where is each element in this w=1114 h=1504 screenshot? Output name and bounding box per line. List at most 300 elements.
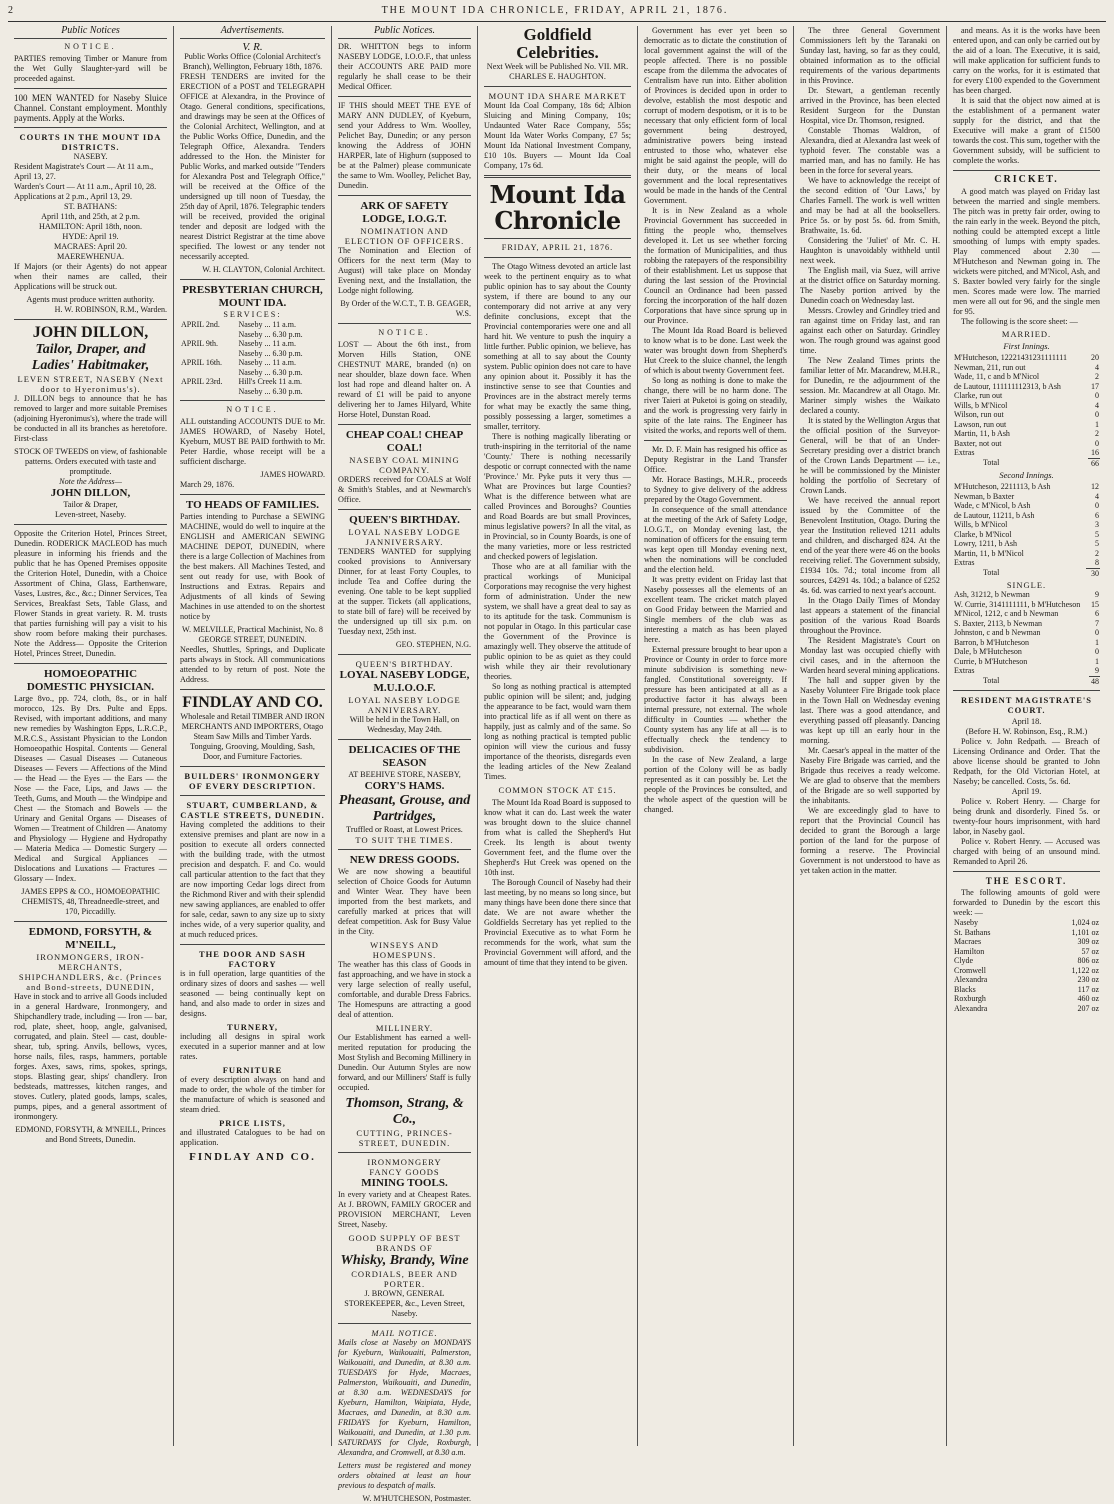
anniversary-signature: GEO. STEPHEN, N.G. [395,640,471,649]
price-body: and illustrated Catalogues to be had on application. [180,1128,325,1147]
ark-body: The Nomination and Election of Officers for the next term (May to August) will take place on Monday Evening next, and the Installation, the Lodge night following. [338,246,471,295]
notice-heading: NOTICE. [226,405,279,414]
table-row [180,387,325,397]
birthday-title: QUEEN'S BIRTHDAY. [349,514,460,526]
cell: Blacks [954,984,976,994]
pheasant-heading: Pheasant, Grouse, and Partridges, [338,793,471,824]
news-paragraph: In the case of New Zealand, a large portion of the Colony will be as badly represented as it can possibly be. Let the people of the Provinces be consulted, and the whole aspect of the question will be changed. [644,755,787,814]
cell: Naseby ... 6.30 p.m. [238,329,303,339]
cell: Alexandra [954,975,988,984]
second-innings: Second Innings. [999,470,1054,480]
loyal-anniversary: LOYAL NASEBY LODGE ANNIVERSARY. [348,695,461,715]
total-row [953,458,1100,468]
table-row [180,330,325,340]
cell: 2 [1095,372,1099,381]
mail-body: Mails close at Naseby on MONDAYS for Kyeburn, Waikouaiti, Palmerston, Waikouaiti, and Dunedin, at 8.30 a.m. TUESDAYS for Hyde, Macraes, Palmerston, Waikouaiti, and Dunedin, at 8.30 a.m. WEDNESDAYS for Kyeburn, Hamilton, Waipiata, Hyde, Macraes, and Dunedin, at 8.30 a.m. FRIDAYS for Kyeburn, Hamilton, Waikouaiti, and Dunedin, at 1.30 p.m. SATURDAYS for Clyde, Roxburgh, Alexandra, and Cromwell, at 8.30 a.m. [338,1338,471,1457]
cricket-body: A good match was played on Friday last between the married and single members. The pitch was in pretty fair order, owing to the rain early in the week. Beyond the pitch, nothing could be attempted except a little smoothing of lumps with empty spades. Play commenced about 2.30 — M'Hutcheson and Newman going in. The wickets were pitched, and M'Nicol, Ash, and S. Baxter bowled very fairly for the single men. Scores made were low. The married men were all out for 96, and the single men for 95. [953,187,1100,316]
church-table [180,320,325,396]
table-row [953,609,1100,619]
cell: Naseby [954,918,978,927]
cell: Alexandra [954,1003,988,1013]
score-intro: The following is the score sheet: — [961,317,1078,326]
table-row [180,349,325,359]
winseys-body: The weather has this class of Goods in fast approaching, and we have in stock a very large selection of really useful, comfortable, and durable Dress Fabrics. The Homespuns are attracting a good deal of attention. [338,960,471,1019]
works-office: Public Works Office (Colonial Architect's Branch), Wellington, February 18th, 1876. [182,52,323,71]
table-row [180,368,325,378]
dillon-street: Leven-street, Naseby. [54,510,127,519]
cell: 2 [1095,548,1099,558]
news-paragraph: We have to acknowledge the receipt of the second edition of 'Our Laws,' by Charles Farnell. The work is well written and may be had at all the booksellers. Price 5s. or by post 5s. 6d. from Smith, Brathwaite, 1s. 6d. [800,176,940,235]
news-paragraph: The New Zealand Times prints the familiar letter of Mr. Macandrew, M.H.R., for Dunedin, re the adjournment of the session. Mr. Macandrew at all Otago. Mr. Mariner simply wishes the Waikato declared a county. [800,356,940,415]
cell: 4 [1095,362,1099,372]
ark-signature: By Order of the W.C.T., T. B. GEAGER, W.S. [340,299,471,318]
single-heading: SINGLE. [1006,580,1047,590]
delicacies-title: DELICACIES OF THE SEASON [348,744,461,769]
tender-body: FRESH TENDERS are invited for the ERECTION of a POST and TELEGRAPH OFFICE at Alexandra, in the Province of Otago. General conditions, specifications, and drawings may be seen at the Offices of the Colonial Architect, Wellington, and at the Public Works Office, Dunedin, and the Telegraph Office, Alexandra. Tenders addressed to the Hon. the Minister for Public Works, and marked outside "Tenders for Alexandra Post and Telegraph Office," will be received at the Office of the undersigned up till noon of Tuesday, the 25th day of April, 1876. Telegraphic tenders will be received, provided the original tender and deposit are lodged with the nearest District Registrar at the time above specified. The lowest or any tender not necessarily accepted. [180,72,325,261]
table-row [953,482,1100,492]
rm-date: April 18. [1011,717,1042,726]
rm-case: Police v. John Redpath. — Breach of Licensing Ordinance and Order. That the above license should be granted to John Redpath, for the Old Victorian Hotel, at Naseby; be cancelled. Costs, 5s. 6d. [953,737,1100,786]
dillon-name: JOHN DILLON, [32,324,149,341]
coal-title: CHEAP COAL! CHEAP COAL! [345,429,464,454]
cell: 57 oz [1081,946,1099,956]
table-row [953,628,1100,638]
brown-signature: J. BROWN, GENERAL STOREKEEPER, &c., Leven Street, Naseby. [344,1289,465,1318]
findlay-sub: Wholesale and Retail TIMBER AND IRON MERCHANTS AND IMPORTERS, Otago Steam Saw Mills and Timber Yards. [180,712,325,741]
cell: 1 [1095,419,1099,429]
sewing-signature: W. MELVILLE, Practical Machinist, No. 8 GEORGE STREET, DUNEDIN. [181,625,324,644]
dress-title: NEW DRESS GOODS. [349,854,460,866]
news-paragraph: and means. As it is the works have been entered upon, and can only be carried out by the aid of a loan. The Executive, it is said, will make application for sufficient funds to carry on the works, for it is estimated that for every £100 expended to the Government has been charged. [953,26,1100,95]
cell: 1,024 oz [1071,918,1099,927]
winseys-title: WINSEYS AND HOMESPUNS. [370,940,439,960]
total-row [953,568,1100,578]
dateline: FRIDAY, APRIL 21, 1876. [501,243,614,252]
news-paragraph: The Mount Ida Road Board is believed to know what is to be done. Last week the water was brought down from Shepherd's Hut Creek to the sluice channel, the length of which is about twenty Government feet. [644,326,787,375]
coal-sub: NASEBY COAL MINING COMPANY. [349,455,460,475]
market-body: Mount Ida Coal Company, 18s 6d; Albion Sluicing and Mining Company, 10s; Undaunted Water Race Company, 55s; Mount Ida Water Works Company, £7 5s; Mount Ida National Investment Company, £10 10s. Buyers — Mount Ida Coal Company, 17s 6d. [484,101,631,170]
courts-line: Resident Magistrate's Court — At 11 a.m., April 13, 27. [14,162,154,181]
cell: 1,122 oz [1071,965,1099,975]
cell: 12 [1091,482,1099,491]
leader-paragraph: The Otago Witness devoted an article last week to the pertinent enquiry as to what public opinion has to say about the County system, if there are bound to any our contemporary did not arrive at any very definite conclusions, except that the Provincial contemporaries were one and all hard hit. We venture to push the inquiry a little further. Public opinion, we believe, has something at all to say about the County system. Public opinion does not care to have any opinion about it. Possibly it has the instinctive sense to see that Counties and Provinces are in the abstract merely terms for what may be exactly the same thing, possibly possessing a larger, sometimes a smaller, territory. [484,262,631,431]
rm-date-2: April 19. [1011,787,1042,796]
courts-line: Applications at 2 p.m., April 13, 29. [14,192,133,201]
rm-case: Police v. Robert Henry. — Charge for being drunk and disorderly. Fined 5s. or twenty-four hours imprisonment, with hard labor, in Naseby gaol. [953,797,1100,836]
cell: 0 [1095,628,1099,637]
total-row [953,676,1100,686]
paper-title: Mount Ida Chronicle [489,180,626,235]
cell: 207 oz [1077,1003,1099,1013]
dillon-name-2: JOHN DILLON, [50,487,131,499]
tender-signature: W. H. CLAYTON, Colonial Architect. [202,265,325,274]
cell: 15 [1091,599,1099,609]
cell: 117 oz [1077,984,1099,994]
cell: Lowry, 1211, b Ash [954,539,1017,548]
table-row [953,600,1100,610]
column-7 [947,26,1106,1446]
column-5 [638,26,794,1446]
courts-line: April 11th, and 25th, at 2 p.m. [41,212,140,221]
table-row [953,511,1100,521]
cell: M'Nicol, 1212, c and b Newman [954,609,1059,618]
first-innings: First Innings. [1003,341,1050,351]
ad-men-wanted: 100 MEN WANTED for Naseby Sluice Channel. Constant employment. Monthly payments. Apply at the Works. [14,93,167,123]
cell: 5 [1095,529,1099,539]
ironmongery: IRONMONGERY [367,1157,442,1167]
leader-paragraph: There is nothing magically liberating or truth-inspiring in the territorial of the name 'County.' There is nothing necessarily despotic or corrupt connected with the name 'Province.' Mr. Pyke puts it very thus — What are Provinces but large Counties? What is the difference between what are called Provinces and Boroughs? Counties and Road Boards are but small Provinces, minus legislative powers? In all the vital, as in Provincial, so in County Boards, is one of the many varieties, more or less restricted and checked powers of legislation. [484,432,631,561]
table-row [953,947,1100,957]
cell: 5 [1095,539,1099,548]
goldfield-sub: Next Week will be Published No. VII. MR. CHARLES E. HAUGHTON. [486,62,629,81]
news-paragraph: The Resident Magistrate's Court on Monday last was occupied chiefly with civil cases, and in the afternoon the Warden heard several mining applications. [800,636,940,675]
cell: Naseby ... 6.30 p.m. [238,348,303,358]
column-1 [8,26,174,1446]
cell: Naseby ... 11 a.m. [238,320,296,329]
loyal-body: Will be held in the Town Hall, on Wednesday, May 24th. [349,715,460,734]
table-row [953,619,1100,629]
vr-crest: V. R. [242,41,263,53]
cell: Wills, b M'Nicol [954,400,1008,410]
cell: 16 [1091,448,1099,457]
column-3 [332,25,478,1503]
table-row [953,937,1100,947]
cell: 2 [1095,429,1099,438]
sewing-body: Parties intending to Purchase a SEWING MACHINE, would do well to inquire at the ENGLISH and AMERICAN SEWING MACHINE DEPOT, DUNEDIN, where there is a large Collection of Machines from the best makers. All Machines Tested, and sent out ready for use, with Book of Instructions and Extras. Repairs and Adjustments of all kinds of Sewing Machines in use attended to on the shortest notice by [180,512,325,621]
dillon-stock: STOCK OF TWEEDS on view, of fashionable patterns. Orders executed with taste and promptitude. [14,447,167,476]
cell: Wade, c M'Nicol, b Ash [954,501,1031,510]
news-paragraph: It is said that the object now aimed at is the establishment of a permanent water supply for the district, and that the Executive will make a grant of £1500 towards the cost. This sum, together with the Government subsidy, will be sufficient to complete the works. [953,96,1100,165]
table-row [953,1004,1100,1014]
cell: Hill's Creek 11 a.m. [238,377,303,386]
leader-paragraph: The Mount Ida Road Board is supposed to know what it can do. Last week the water was brought down to the sluice channel from what is called the Shepherd's Hut Creek. Its length is about twenty Government feet, and the flume over the Shepherd's Hut Creek was opened on the 10th inst. [484,798,631,877]
courts-line: NASEBY. [73,152,108,161]
cell: Baxter, not out [954,438,1002,448]
married-heading: MARRIED. [1001,329,1052,339]
cell: 7 [1095,618,1099,628]
sewing-foot: Needles, Shuttles, Springs, and Duplicate parts always in Stock. All communications attended to by return of post. Note the Address. [180,645,325,684]
ad-timber: PARTIES removing Timber or Manure from the Wet Gully Slaughter-yard will be proceeded against. [14,54,167,83]
table-row [953,975,1100,985]
cell: 4 [1095,491,1099,501]
turnery-title: TURNERY, [226,1022,279,1032]
news-paragraph: The three General Government Commissioners left by the Taranaki on Sunday last, having, so far as they could, obtained information as to the official requirements of the various departments in this Province. [800,26,940,85]
cell: 6 [1095,510,1099,520]
news-paragraph: Considering the 'Juliet' of Mr. C. H. Haughton is unavoidably withheld until next week. [800,236,940,265]
cell: Naseby ... 11 a.m. [238,339,296,348]
news-paragraph: So long as nothing is done to make the change, there will be no harm done. The river Taieri at Puketoi is going on steadily, and the work is progressing very fairly in spite of the late rains. The Engineer has visited the works, and reports well of them. [644,376,787,435]
news-paragraph: We have received the annual report issued by the Committee of the Benevolent Institution, Otago. During the year the Institution relieved 1211 adults and children, and discharged 824. At the end of the year there were 46 on the books receiving relief. The Government subsidy, £1934 10s. 7d.; total income from all sources, £4291 4s. 10d.; a balance of £252 4s. 6d. was carried to next year's account. [800,496,940,595]
forsyth-title: EDMOND, FORSYTH, & M'NEILL, [28,926,153,951]
findlay-footer: FINDLAY AND CO. [189,1151,316,1163]
table-row [953,439,1100,449]
table-row [953,520,1100,530]
furniture-body: of every description always on hand and made to order, the whole of the timber for the manufacture of which is seasoned and steam dried. [180,1075,325,1114]
cell: Dale, b M'Hutcheson [954,647,1022,656]
furniture-title: FURNITURE [222,1065,283,1075]
findlay-title: FINDLAY AND CO. [182,694,323,711]
ark-title: ARK OF SAFETY LODGE, I.O.G.T. [360,200,449,225]
single-score-table [953,590,1100,686]
lost-notice: LOST — About the 6th inst., from Morven Hills Station, ONE CHESTNUT MARE, branded (n) on near shoulder, blaze down face. When lost had rope and dleand halter on. A reward of £1 will be paid to anyone delivering her to James Hilyard, White Horse Hotel, Dunstan Road. [338,340,471,419]
cell: 1,101 oz [1071,927,1099,937]
table-row [953,410,1100,420]
news-paragraph: External pressure brought to bear upon a Province or County in order to force more minute subdivision is something new-fangled. Constitutional sovereignty. If pressure has been anticipated at all as a productive factor it has always been internal pressure, not external. The whole difficulty in Counties — whether the County system has any life at all — is to effectually check the tendency to subdivision. [644,645,787,754]
cory-hams: CORY'S HAMS. [364,780,445,792]
macleod-ad: Opposite the Criterion Hotel, Princes Street, Dunedin. RODERICK MACLEOD has much pleasure in informing his friends and the public that he has Opened Premises opposite the Criterion Hotel, Dunedin, with a Choice Assortment of China, Glass, Earthenware, Vases, Lustres, &c., &c.; Dinner Services, Tea Services, Breakfast Sets, Table Glass, and Flower Stands in great variety. R. M. trusts that parties furnishing will pay a visit to his show room before making their purchases. Note the Address— Opposite the Criterion Hotel, Princes Street, Dunedin. [14,529,167,658]
column-4 [478,26,638,1446]
leader-paragraph: Those who are at all familiar with the practical workings of Municipal Corporations may recognise the very highest form of administration. Under the new system, we shall have a great deal to say as to its aptitude for the task. Communism is not popular in Otago. In this particular case the Government of the Province is amazingly well. They observe the attitude of public opinion to be as quiet as they could wish while they air their revolutionary theories. [484,562,631,681]
dillon-address: LEVEN STREET, NASEBY (Next door to Hyeronimus's). [17,374,164,394]
cell: 806 oz [1077,956,1099,965]
cell: 6 [1095,609,1099,618]
cell: Wilson, run out [954,410,1004,419]
courts-line: HAMILTON: April 18th, noon. [38,222,143,231]
forsyth-foot: EDMOND, FORSYTH, & M'NEILL, Princes and Bond Streets, Dunedin. [15,1125,166,1144]
table-row [180,339,325,349]
section-heading: Public Notices. [338,26,471,39]
news-paragraph: The English mail, via Suez, will arrive at the district office on Saturday morning. The Naseby portion arrived by the Dunedin coach on Wednesday last. [800,266,940,305]
cell: APRIL 16th. [181,358,223,367]
dillon-trade-2: Tailor & Draper, [63,500,118,509]
columns [8,25,1106,1503]
table-row [953,956,1100,966]
news-paragraph: In the Otago Daily Times of Monday last appears a statement of the financial position of the various Road Boards throughout the Province. [800,596,940,635]
table-row [953,994,1100,1004]
cell: 48 [1091,676,1099,686]
section-heading: Public Notices [14,26,167,39]
news-paragraph: The hall and supper given by the Naseby Volunteer Fire Brigade took place in the Town Hall on Wednesday evening last. There was a good attendance, and everything passed off pleasantly. Dancing was kept up till an early hour in the morning. [800,676,940,745]
table-row [180,377,325,387]
cell: St. Bathans [954,927,991,937]
courts-line: Agents must produce written authority. [26,295,155,304]
cell: 1 [1095,637,1099,647]
table-row [953,657,1100,667]
cell: 0 [1095,410,1099,419]
cell: Clarke, run out [954,391,1003,400]
news-paragraph: Mr. Horace Bastings, M.H.R., proceeds to Sydney to give delivery of the address prepared by the Otago Government. [644,475,787,504]
column-6 [794,26,947,1446]
page-number: 2 [8,5,14,16]
table-row [953,492,1100,502]
cell: APRIL 2nd. [181,320,220,329]
price-lists-title: PRICE LISTS, [219,1118,286,1128]
table-row [953,549,1100,559]
table-row [953,372,1100,382]
courts-line: If Majors (or their Agents) do not appear when their names are called, their Applications will be struck out. [14,262,167,291]
news-paragraph: Mr. D. F. Main has resigned his office as Deputy Registrar in the Land Transfer Office. [644,445,787,474]
mail-signature: W. M'HUTCHESON, Postmaster. [362,1494,471,1503]
rm-court-title: RESIDENT MAGISTRATE'S COURT. [961,695,1092,715]
escort-table [953,918,1100,1013]
leader-paragraph: So long as nothing practical is attempted public opinion will be silent; and, judging the appearance to be fact, would warn them into practical life as if all went on there as happily, just as calmly and of the same. So long as nothing practical is tempted public opinion will view the curious and fussy importance of the theorists, disregards even the leading articles of the New Zealand Times. [484,682,631,781]
homeo-body: Large 8vo., pp. 724, cloth, 8s., or in half morocco, 12s. By Drs. Pulte and Epps. Revised, with important additions, and many new remedies by Washington Epps, L.R.C.P., M.R.C.S., Assistant Physician to the London Homoeopathic Hospital. Contents — General Diseases — Casual Diseases — Cutaneous Diseases — Fevers — Affections of the Mind — the Head — the Eyes — the Ears — the Nose — the Face, Lips, and Jaws — the Teeth, Gums, and Mouth — the Windpipe and Chest — the Stomach and Bowels — the Urinary and Genital Organs — Diseases of Women — Treatment of Children — Anatomy and Physiology — Hygiene and Hydropathy — Materia Medica — Domestic Surgery — Medical and Surgical Appliances — Dislocations and Luxations — Fractures — Glossary — Index. [14,694,167,883]
table-row [953,382,1100,392]
to-suit-times: TO SUIT THE TIMES. [355,835,454,845]
cell: de Lautour, 111111112313, b Ash [954,381,1061,391]
table-row [180,358,325,368]
cell: 460 oz [1077,994,1099,1003]
families-title: TO HEADS OF FAMILIES. [185,499,320,511]
masthead [8,0,1106,22]
cell: 9 [1095,590,1099,599]
column-2 [174,26,332,1446]
forsyth-sub: IRONMONGERS, IRON-MERCHANTS, SHIPCHANDLERS, &c. (Princes and Bond-streets, DUNEDIN, [18,952,163,992]
table-row [953,448,1100,458]
anniversary-title: LOYAL NASEBY LODGE JANNIVERSARY. [348,527,461,547]
notice-heading: NOTICE. [64,42,117,51]
cell: Naseby ... 6.30 p.m. [238,386,303,396]
cell: Macraes [954,937,982,946]
cell: Martin, 11, b M'Nicol [954,548,1024,558]
whitton-notice: DR. WHITTON begs to inform NASEBY LODGE, I.O.O.F., that unless their ACCOUNTS ARE PAID more regularly he shall cease to be their Medical Officer. [338,42,471,91]
mail-title: MAIL NOTICE. [371,1328,438,1338]
birthday-title-2: QUEEN'S BIRTHDAY. [355,659,454,669]
news-paragraph: In consequence of the small attendance at the meeting of the Ark of Safety Lodge, I.O.G.T., on Monday evening last, the nomination of officers for the ensuing term was kept open till Monday evening next, when the nominations will be concluded and the election held. [644,505,787,574]
courts-line: ST. BATHANS: [63,202,118,211]
loyal-title: LOYAL NASEBY LODGE, M.U.I.O.O.F. [339,669,470,694]
builders-heading: BUILDERS' IRONMONGERY OF EVERY DESCRIPTION. [184,771,321,791]
good-supply: GOOD SUPPLY OF BEST BRANDS OF [348,1233,461,1253]
table-row [953,401,1100,411]
dillon-trade: Tailor, Draper, and Ladies' Habitmaker, [31,342,150,373]
cell: Barron, b M'Hutcheson [954,637,1029,647]
cell: 17 [1091,381,1099,391]
table-row [953,918,1100,928]
cell: Cromwell [954,965,986,975]
cell: 309 oz [1077,937,1099,946]
cell: 1 [1095,656,1099,666]
market-title: MOUNT IDA SHARE MARKET [488,91,627,101]
accounts-date: March 29, 1876. [180,480,235,489]
table-row [180,320,325,330]
table-row [953,647,1100,657]
millinery-title: MILLINERY. [375,1023,434,1033]
cell: Lawson, run out [954,419,1007,429]
cell: Wade, 11, c and b M'Nicol [954,372,1040,381]
truffled: Truffled or Roast, at Lowest Prices. [346,825,463,834]
homeo-title: HOMOEOPATHIC DOMESTIC PHYSICIAN. [26,668,155,693]
cell: Total [983,458,1000,468]
courts-line: Warden's Court — At 11 a.m., April 10, 28. [14,182,157,191]
cell: Extras [954,666,975,676]
dress-body: We are now showing a beautiful selection of Choice Goods for Autumn and Winter Wear. They have been imported from the best markets, and carefully marked at prices that will defeat competition. Ask for Busy Value in the City. [338,867,471,936]
table-row [953,429,1100,439]
homeo-foot: JAMES EPPS & CO., HOMOEOPATHIC CHEMISTS, 48, Threadneedle-street, and 170, Piccadilly. [21,887,160,916]
cell: Hamilton [954,946,985,956]
table-row [953,530,1100,540]
cell: Total [983,676,1000,686]
news-paragraph: We are exceedingly glad to have to report that the Provincial Council has decided to grant the Borough a large portion of the land for the purpose of forming a reserve. The Provincial Government is not understood to have as yet taken action in the matter. [800,806,940,875]
news-paragraph: Government has ever yet been so democratic as to dictate the constitution of local government against the will of the people affected. There is no possible escape from the dilemma the advocates of Centralism have run into. Either abolition of Provinces is decided upon in order to devolve, establish the most despotic and corrupt of modern despotism, or it is to be necessary that only efficient form of local government being destroyed, administrative powers being instead entrusted to those who, whatever else might be said against the people, will do their duty, or the means of local government and the local representatives would be made in the hands of the Central Government. [644,26,787,205]
findlay-line: Tonguing, Grooving, Moulding, Sash, Door, and Furniture Factories. [190,742,315,761]
cricket-title: CRICKET. [994,174,1059,185]
news-paragraph: Constable Thomas Waldron, of Alexandra, died at Alexandra last week of typhoid fever. The constable was a married man, and has no family. He has been in the force for several years. [800,126,940,175]
courts-line: MACRAES: April 20. [53,242,127,251]
running-head: THE MOUNT IDA CHRONICLE, FRIDAY, APRIL 21, 1876. [381,5,729,16]
courts-line: HYDE: April 19. [62,232,119,241]
notice-heading: NOTICE. [378,328,431,337]
cell: 30 [1086,568,1100,578]
section-heading: Advertisements. [180,26,325,39]
cell: Extras [954,448,975,458]
cell: Clarke, b M'Nicol [954,529,1012,539]
cell: 0 [1095,438,1099,448]
cell: Extras [954,558,975,568]
whisky-heading: Whisky, Brandy, Wine [340,1253,469,1268]
news-paragraph: Messrs. Crowley and Grindley tried and ran against time on Friday last, and ran against each other on Saturday. Grindley won. The rough ground was against good time. [800,306,940,355]
goldfield-title: Goldfield Celebrities. [516,25,599,62]
dillon-body: J. DILLON begs to announce that he has removed to larger and more suitable Premises (adjoining Hyeronimus's), where the trade will be conducted in all its branches as heretofore. First-class [14,394,167,443]
cell: S. Baxter, 2113, b Newman [954,618,1043,628]
thomson-name: Thomson, Strang, & Co., [345,1096,464,1127]
findlay-body: Having completed the additions to their extensive premises and plant are now in a position to execute all orders connected with the building trade, with the utmost precision and despatch. F. and Co. would call particular attention to the fact that they are now importing Cedar logs direct from the Richmond River and with their splendid new sawing appliances, are enabled to offer for sale, cedar, sawn to any size up to sixty inches wide, of a very superior quality, and at much reduced prices. [180,820,325,939]
cell: 9 [1095,666,1099,675]
cell: APRIL 9th. [181,339,219,348]
table-row [953,966,1100,976]
fancy-goods: FANCY GOODS [369,1167,440,1177]
courts-line: MAEREWHENUA. [56,252,125,261]
accounts-body: ALL outstanding ACCOUNTS DUE to Mr. JAMES HOWARD, of Naseby Hotel, Kyeburn, MUST BE PAID forthwith to Mr. Peter Hardie, whose receipt will be a sufficient discharge. [180,417,325,466]
coal-body: ORDERS received for COALS at Wolf & Smith's Stables, and at Newmarch's Office. [338,475,471,504]
mail-foot: Letters must be registered and money orders obtained at least an hour previous to despatch of mails. [338,1461,471,1490]
rm-case: Police v. Robert Henry. — Accused was charged with being of an unsound mind. Remanded to April 26. [953,837,1100,866]
news-paragraph: Mr. Caesar's appeal in the matter of the Naseby Fire Brigade was carried, and the Brigade thus receives a ready welcome. We are glad to observe that the members of the Brigade are so well supported by the inhabitants. [800,746,940,805]
mining-tools: MINING TOOLS. [361,1177,448,1189]
turnery-body: including all designs in spiral work executed in a superior manner and at low rates. [180,1032,325,1061]
cell: Johnston, c and b Newman [954,628,1041,637]
married-score-table [953,353,1100,468]
cell: 4 [1095,400,1099,410]
cell: Ash, 31212, b Newman [954,590,1030,599]
table-row [953,539,1100,549]
stuart-heading: STUART, CUMBERLAND, & CASTLE STREETS, DUNEDIN. [180,800,325,820]
cordials: CORDIALS, BEER AND PORTER. [351,1269,458,1289]
cell: Clyde [954,956,974,965]
escort-title: THE ESCORT. [985,876,1068,886]
news-paragraph: It was pretty evident on Friday last that Naseby possesses all the elements of an excellent team. The cricket match played on Good Friday between the Married and Single members of the club was as interesting a match as has been played here. [644,575,787,644]
cell: Martin, 11, b Ash [954,429,1010,438]
cell: Naseby ... 6.30 p.m. [238,367,303,377]
table-row [953,590,1100,600]
married-score-table-2 [953,482,1100,578]
church-services: SERVICES: [223,310,282,319]
forsyth-body: Have in stock and to arrive all Goods included in a general Hardware, Ironmongery, and Shipchandlery trade, including — Iron — bar, rod, plate, sheet, hoop, angle, galvanised, corrugated, and plain. Steel — cast, double-shear, tub, spring. Anvils, bellows, vyces, horse nails, files, rasps, hammers, portable forges. Axes, saws, rims, spokes, springs, stops. Blasting gear, ships' chandlery. Iron bedsteads, mattresses, kitchen ranges, and stoves. Cutlery, plated goods, lamps, scales, pumps, pipes, and a general assortment of ironmongery. [14,992,167,1121]
table-row [953,353,1100,363]
cell: Newman, b Baxter [954,491,1015,501]
door-title: THE DOOR AND SASH FACTORY [199,949,306,969]
cell: M'Hutcheson, 12221431231111111 [954,353,1067,362]
table-row [953,928,1100,938]
dillon-note: Note the Address— [59,477,122,486]
table-row [953,363,1100,373]
cell: Naseby ... 11 a.m. [238,358,296,367]
stock-heading: COMMON STOCK AT £15. [498,785,617,795]
cell: M'Hutcheson, 2211113, b Ash [954,482,1051,491]
courts-signature: H. W. ROBINSON, R.M., Warden. [54,305,167,314]
brown-body: In every variety and at Cheapest Rates. At J. BROWN, FAMILY GROCER and PROVISION MERCHANT, Leven Street, Naseby. [338,1190,471,1229]
anniversary-body: TENDERS WANTED for supplying cooked provisions to Anniversary Dinner, for at least Forty Couples, to include Tea and Coffee during the evening. One table to be kept supplied at the supper. Tickets (all applications, to state bill of fare) will be received by the undersigned up till six p.m. on Tuesday next, 25th inst. [338,547,471,636]
cell: Wills, b M'Nicol [954,520,1008,529]
cell: 66 [1088,458,1100,468]
cell: 20 [1091,353,1099,362]
table-row [953,638,1100,648]
thomson-sub: CUTTING, PRINCES-STREET, DUNEDIN. [356,1128,453,1148]
ark-sub: NOMINATION AND ELECTION OF OFFICERS. [344,226,465,246]
millinery-body: Our Establishment has earned a well-merited reputation for producing the Most Stylish and Becoming Millinery in Dunedin. Our Autumn Styles are now forward, and our Milliners' Staff is fully occupied. [338,1033,471,1092]
eye-notice: IF THIS should MEET THE EYE of MARY ANN DUDLEY, of Kyeburn, send your Address to Wm. Woolley, Pelichet Bay, Dunedin; or any person knowing the Address of JOHN HARPER, late of Highurn (supposed to be at the Palmer) please communicate the same to Wm. Woolley, Pelichet Bay, Dunedin. [338,101,471,190]
leader-paragraph: The Borough Council of Naseby had their last meeting, by no means so long since, but many things have been done there since that date. We are not aware whether the Goldfields Secretary has yet replied to the Provincial Executive as to what Form he recommends for the work, what sum the Provincial Government will afford, and the amount of time that they intend to be given. [484,878,631,967]
